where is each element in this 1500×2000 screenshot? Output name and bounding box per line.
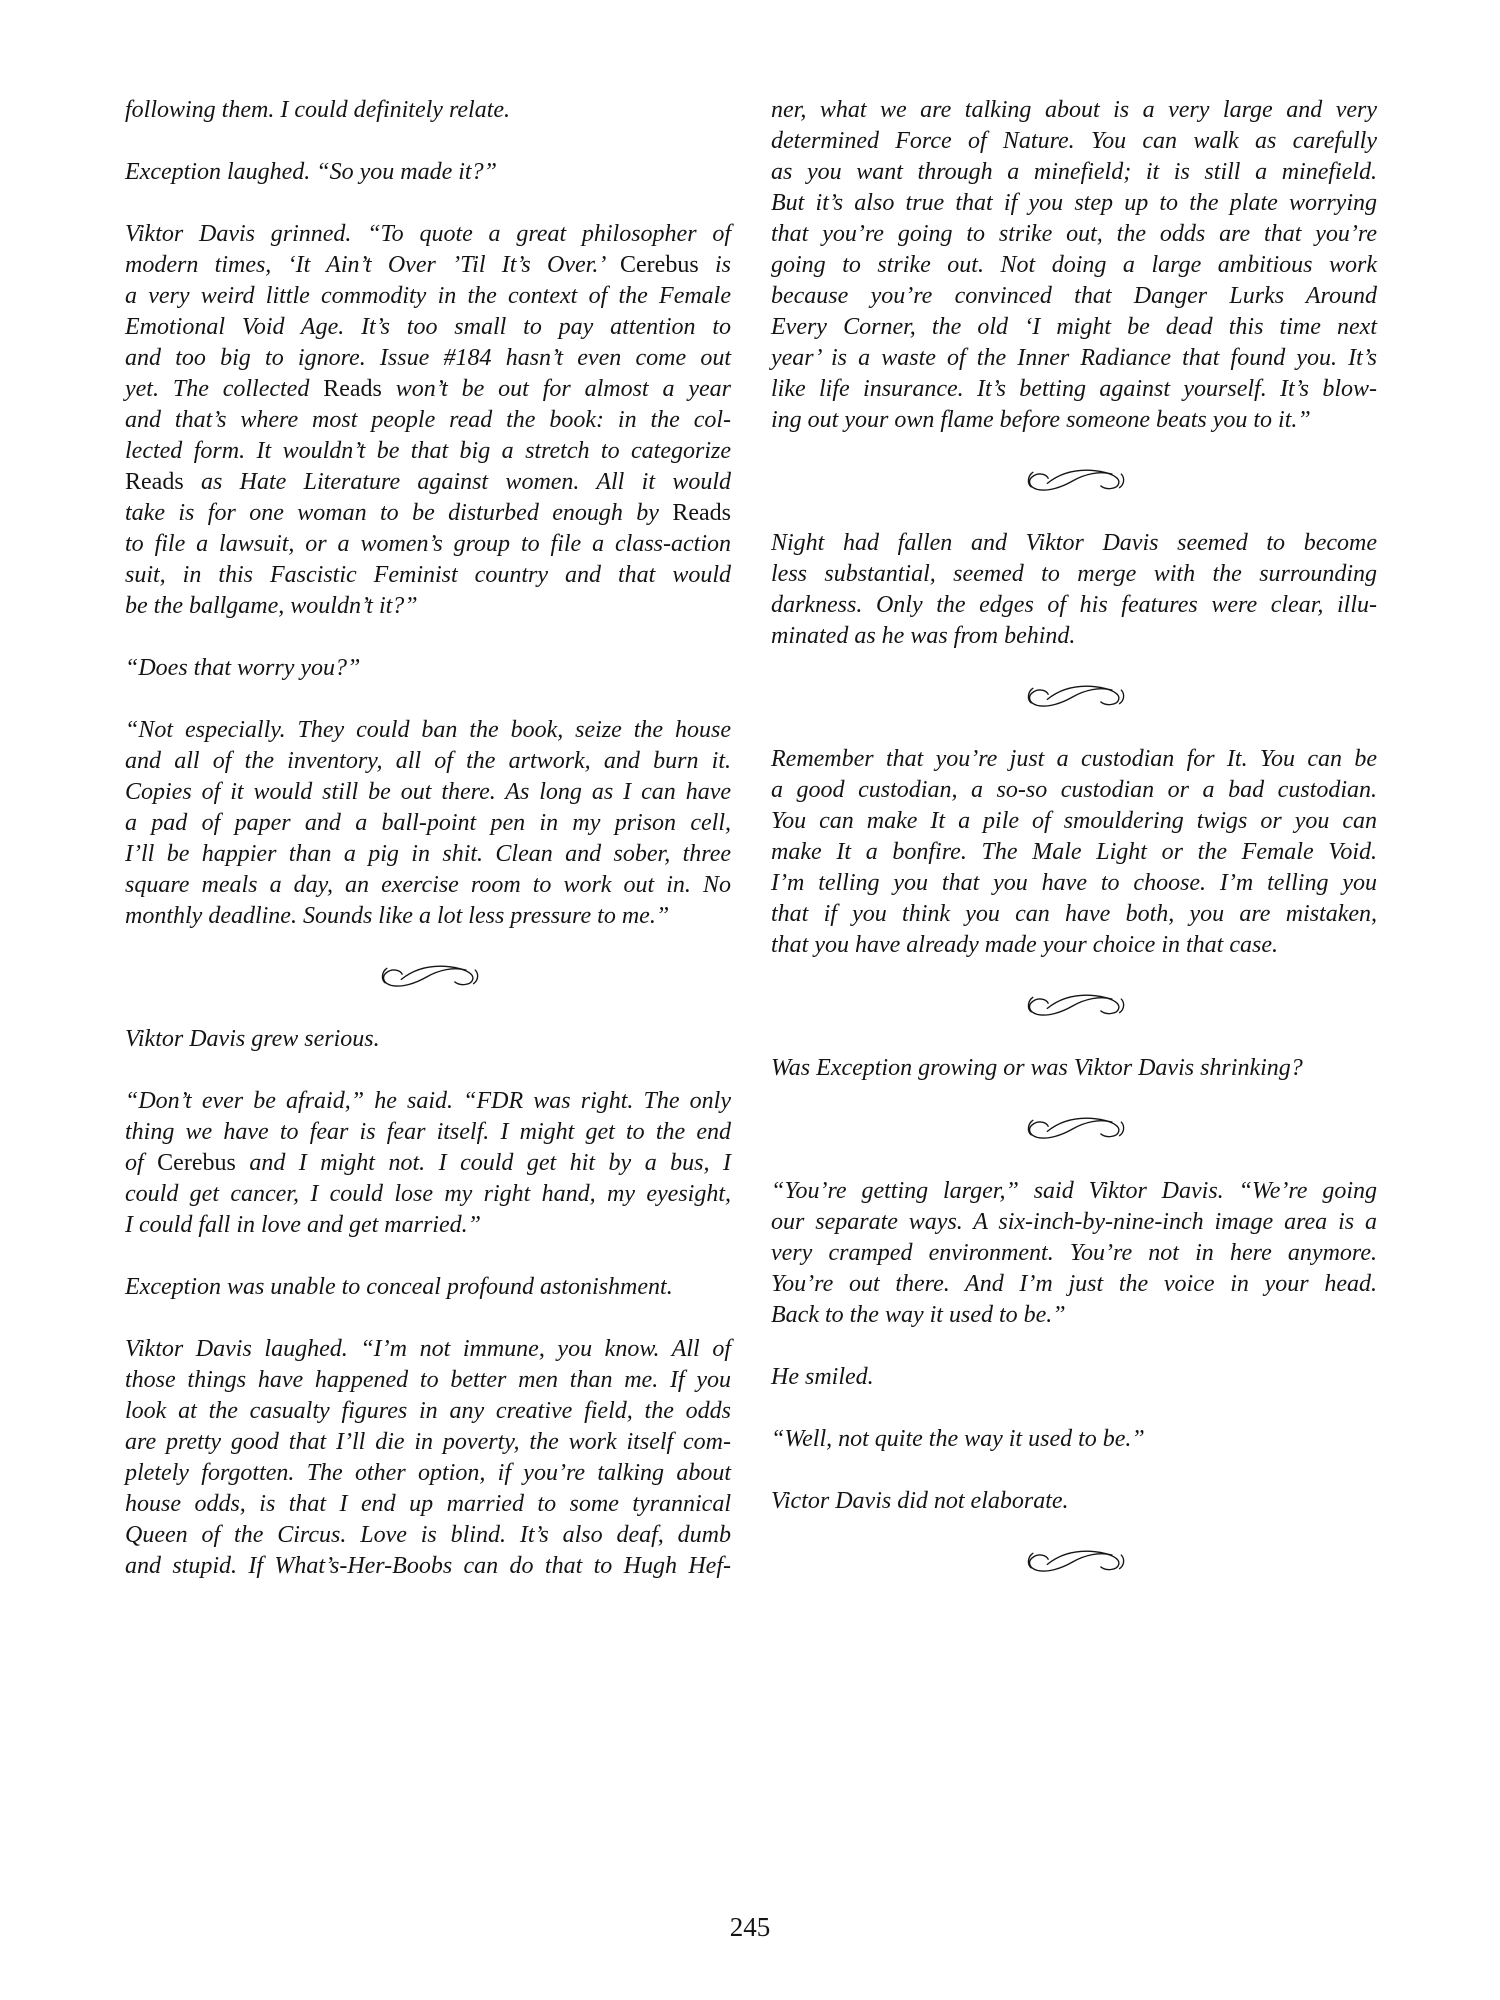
text-line: square meals a day, an exercise room to work out in. No	[125, 872, 731, 898]
text-line: going to strike out. Not doing a large ambitious work	[771, 252, 1377, 278]
text-line: and too big to ignore. Issue #184 hasn’t even come out	[125, 345, 731, 371]
text-line: a good custodian, a so-so custodian or a bad custodian.	[771, 777, 1377, 803]
right-column	[771, 95, 1377, 1609]
text-line: Every Corner, the old ‘I might be dead this time next	[771, 314, 1377, 340]
text-line: Viktor Davis grinned. “To quote a great philosopher of	[125, 221, 731, 247]
text-line: take is for one woman to be disturbed enough by Reads	[125, 500, 731, 526]
roman-emphasis: Reads	[672, 500, 731, 526]
text-line: yet. The collected Reads won’t be out for almost a year	[125, 376, 731, 402]
roman-emphasis: Reads	[125, 469, 184, 495]
text-line: Emotional Void Age. It’s too small to pay attention to	[125, 314, 731, 340]
left-column	[125, 95, 731, 1613]
text-line: ner, what we are talking about is a very large and very	[771, 97, 1377, 123]
text-line: thing we have to fear is fear itself. I might get to the end	[125, 1119, 731, 1145]
infinity-flourish-ornament	[1016, 1544, 1133, 1578]
paragraph	[771, 528, 1377, 652]
text-line: But it’s also true that if you step up to the plate worrying	[771, 190, 1377, 216]
text-line: less substantial, seemed to merge with the surrounding	[771, 561, 1377, 587]
text-line: minated as he was from behind.	[771, 623, 1076, 649]
text-line: could get cancer, I could lose my right hand, my eyesight,	[125, 1181, 731, 1207]
text-line: those things have happened to better men than me. If you	[125, 1367, 731, 1393]
text-line: Viktor Davis grew serious.	[125, 1026, 380, 1052]
text-line: “Not especially. They could ban the book, seize the house	[125, 717, 731, 743]
text-line: monthly deadline. Sounds like a lot less pressure to me.”	[125, 903, 670, 929]
text-line: look at the casualty figures in any creative field, the odds	[125, 1398, 731, 1424]
text-line: lected form. It wouldn’t be that big a stretch to categorize	[125, 438, 731, 464]
text-line: “You’re getting larger,” said Viktor Davis. “We’re going	[771, 1178, 1377, 1204]
text-line: and all of the inventory, all of the artwork, and burn it.	[125, 748, 731, 774]
text-line: Exception was unable to conceal profound astonishment.	[125, 1274, 673, 1300]
text-line: Viktor Davis laughed. “I’m not immune, you know. All of	[125, 1336, 731, 1362]
text-line: as you want through a minefield; it is still a minefield.	[771, 159, 1377, 185]
text-line: Copies of it would still be out there. As long as I can have	[125, 779, 731, 805]
roman-emphasis: Cerebus	[620, 252, 699, 278]
paragraph	[125, 1024, 731, 1055]
text-line: Remember that you’re just a custodian for It. You can be	[771, 746, 1377, 772]
text-line: You’re out there. And I’m just the voice in your head.	[771, 1271, 1377, 1297]
text-line: determined Force of Nature. You can walk as carefully	[771, 128, 1377, 154]
paragraph	[125, 653, 731, 684]
text-line: because you’re convinced that Danger Lurks Around	[771, 283, 1377, 309]
paragraph	[771, 1486, 1377, 1517]
text-line: year’ is a waste of the Inner Radiance that found you. It’s	[771, 345, 1377, 371]
text-line: Back to the way it used to be.”	[771, 1302, 1066, 1328]
text-line: be the ballgame, wouldn’t it?”	[125, 593, 418, 619]
text-line: Exception laughed. “So you made it?”	[125, 159, 497, 185]
text-line: Night had fallen and Viktor Davis seemed to become	[771, 530, 1377, 556]
paragraph	[125, 1272, 731, 1303]
text-line: like life insurance. It’s betting against yourself. It’s blow-	[771, 376, 1377, 402]
text-line: You can make It a pile of smouldering twigs or you can	[771, 808, 1377, 834]
paragraph	[125, 219, 731, 622]
text-line: Queen of the Circus. Love is blind. It’s also deaf, dumb	[125, 1522, 731, 1548]
infinity-flourish-ornament	[1016, 679, 1133, 713]
text-line: following them. I could definitely relate.	[125, 97, 511, 123]
paragraph	[125, 1086, 731, 1241]
text-line: a very weird little commodity in the context of the Female	[125, 283, 731, 309]
text-line: Reads as Hate Literature against women. All it would	[125, 469, 731, 495]
text-line: suit, in this Fascistic Feminist country and that would	[125, 562, 731, 588]
infinity-flourish-ornament	[1016, 988, 1133, 1022]
text-line: house odds, is that I end up married to some tyrannical	[125, 1491, 731, 1517]
text-line: make It a bonfire. The Male Light or the Female Void.	[771, 839, 1377, 865]
paragraph	[771, 1424, 1377, 1455]
text-line: very cramped environment. You’re not in here anymore.	[771, 1240, 1377, 1266]
text-line: “Don’t ever be afraid,” he said. “FDR was right. The only	[125, 1088, 731, 1114]
infinity-flourish-ornament	[370, 959, 487, 993]
text-line: “Does that worry you?”	[125, 655, 361, 681]
paragraph	[125, 157, 731, 188]
text-line: a pad of paper and a ball-point pen in my prison cell,	[125, 810, 731, 836]
paragraph	[771, 1176, 1377, 1331]
text-line: to file a lawsuit, or a women’s group to file a class-action	[125, 531, 731, 557]
text-line: I’m telling you that you have to choose. I’m telling you	[771, 870, 1377, 896]
text-line: Victor Davis did not elaborate.	[771, 1488, 1069, 1514]
infinity-flourish-ornament	[1016, 1111, 1133, 1145]
text-line: our separate ways. A six-inch-by-nine-inch image area is a	[771, 1209, 1377, 1235]
text-line: and stupid. If What’s-Her-Boobs can do that to Hugh Hef-	[125, 1553, 731, 1579]
paragraph	[771, 1053, 1377, 1084]
roman-emphasis: Cerebus	[157, 1150, 236, 1176]
text-line: and that’s where most people read the book: in the col-	[125, 407, 731, 433]
text-line: darkness. Only the edges of his features were clear, illu-	[771, 592, 1377, 618]
text-line: of Cerebus and I might not. I could get hit by a bus, I	[125, 1150, 732, 1176]
paragraph	[771, 744, 1377, 961]
paragraph	[125, 1334, 731, 1582]
text-line: that you have already made your choice in that case.	[771, 932, 1278, 958]
text-line: I could fall in love and get married.”	[125, 1212, 481, 1238]
text-line: He smiled.	[771, 1364, 874, 1390]
text-line: modern times, ‘It Ain’t Over ’Til It’s Over.’ Cerebus is	[125, 252, 732, 278]
paragraph	[125, 715, 731, 932]
text-line: pletely forgotten. The other option, if you’re talking about	[125, 1460, 731, 1486]
text-line: ing out your own flame before someone beats you to it.”	[771, 407, 1311, 433]
text-line: Was Exception growing or was Viktor Davis shrinking?	[771, 1055, 1303, 1081]
paragraph	[125, 95, 731, 126]
text-line: that you’re going to strike out, the odds are that you’re	[771, 221, 1377, 247]
roman-emphasis: Reads	[323, 376, 382, 402]
infinity-flourish-ornament	[1016, 463, 1133, 497]
paragraph	[771, 1362, 1377, 1393]
text-line: I’ll be happier than a pig in shit. Clean and sober, three	[125, 841, 731, 867]
text-line: that if you think you can have both, you are mistaken,	[771, 901, 1377, 927]
page-number: 245	[729, 1912, 771, 1942]
paragraph	[771, 95, 1377, 436]
text-line: “Well, not quite the way it used to be.”	[771, 1426, 1145, 1452]
text-line: are pretty good that I’ll die in poverty, the work itself com-	[125, 1429, 731, 1455]
